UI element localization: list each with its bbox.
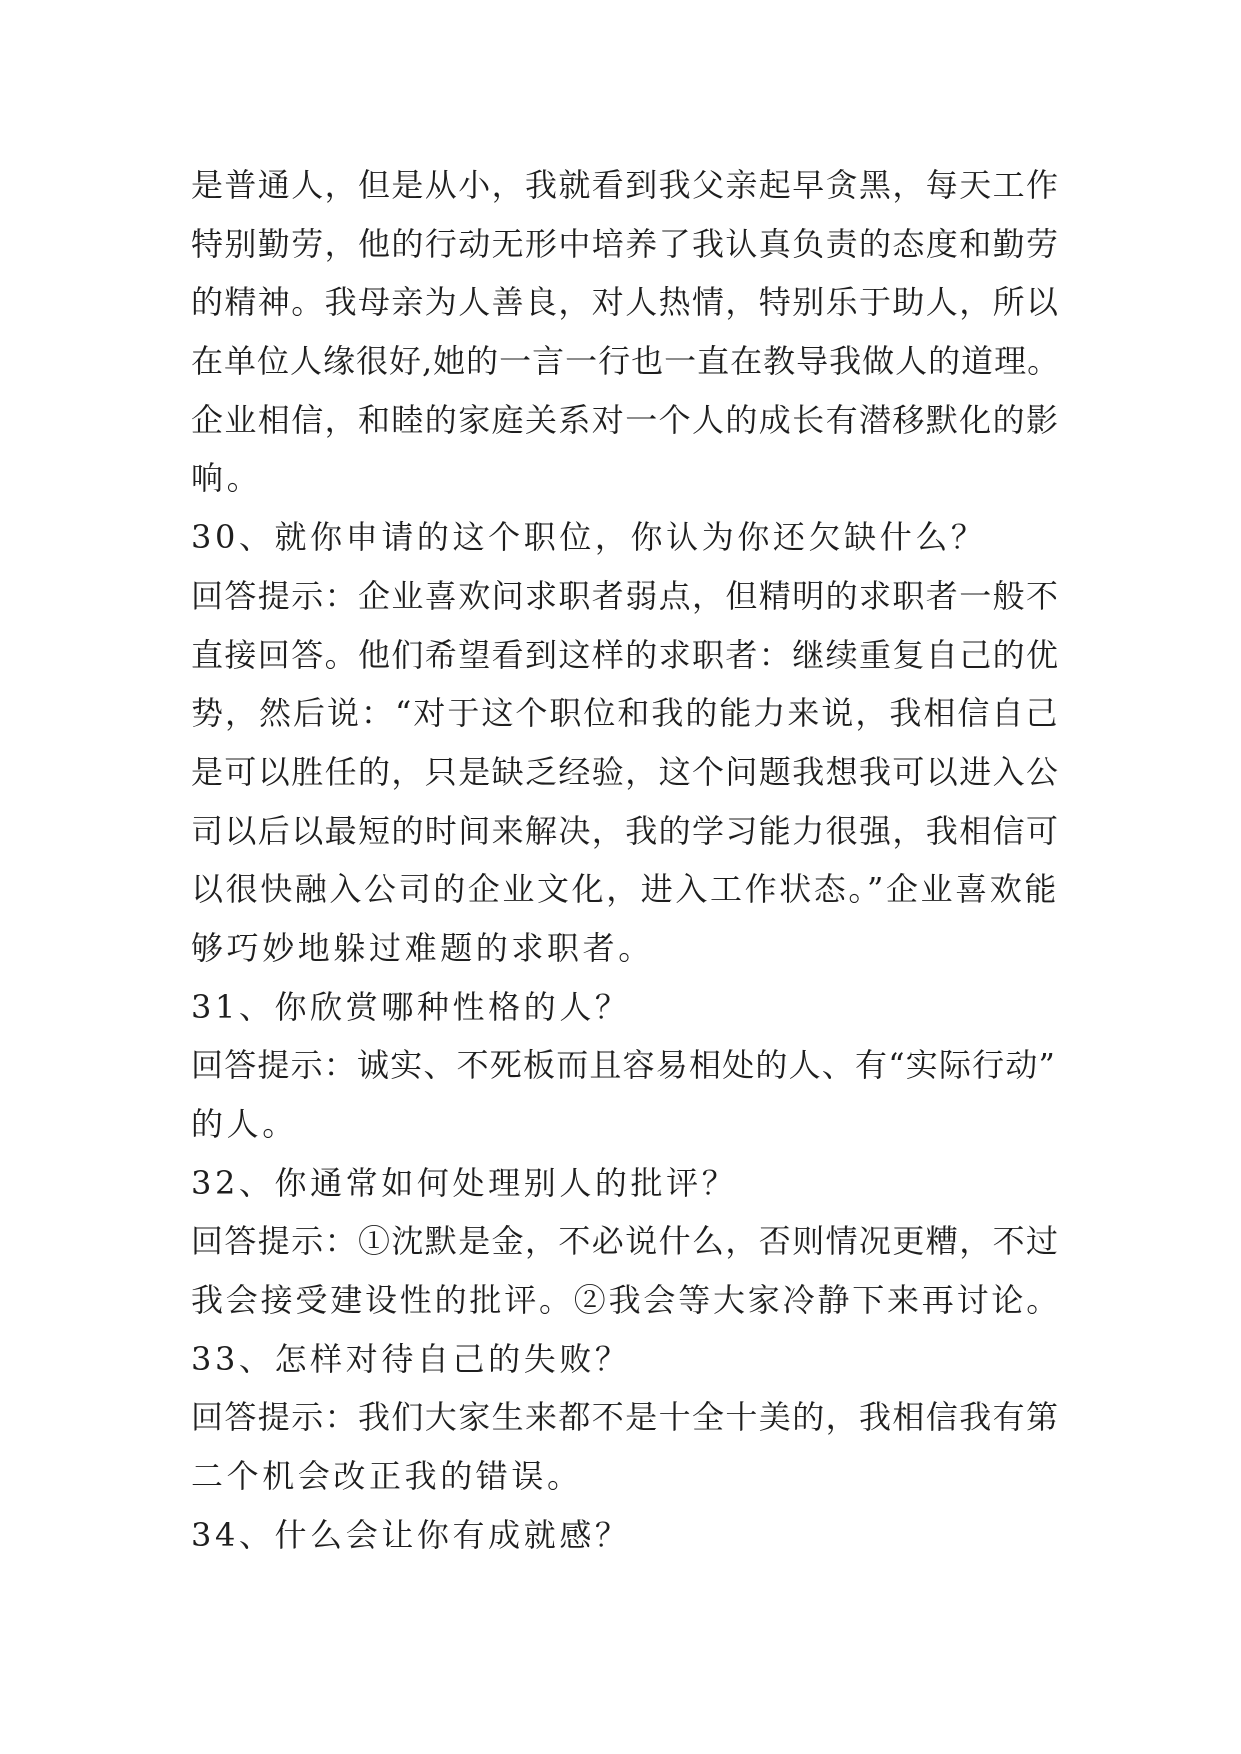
- text-line: 我会接受建设性的批评。②我会等大家冷静下来再讨论。: [191, 1281, 1062, 1320]
- text-line: 以很快融入公司的企业文化，进入工作状态。”企业喜欢能: [191, 870, 1059, 909]
- text-line: 回答提示：我们大家生来都不是十全十美的，我相信我有第: [191, 1398, 1060, 1437]
- question-heading: 33、怎样对待自己的失败？: [191, 1339, 631, 1378]
- text-line: 在单位人缘很好,她的一言一行也一直在教导我做人的道理。: [191, 342, 1061, 381]
- question-heading: 30、就你申请的这个职位，你认为你还欠缺什么？: [191, 518, 987, 557]
- text-line: 企业相信，和睦的家庭关系对一个人的成长有潜移默化的影: [191, 400, 1060, 439]
- text-line: 二个机会改正我的错误。: [191, 1457, 583, 1496]
- question-heading: 34、什么会让你有成就感？: [191, 1515, 631, 1554]
- text-line: 够巧妙地躲过难题的求职者。: [191, 928, 654, 967]
- text-line: 回答提示：企业喜欢问求职者弱点，但精明的求职者一般不: [191, 576, 1060, 615]
- text-line: 司以后以最短的时间来解决，我的学习能力很强，我相信可: [191, 811, 1060, 850]
- text-line: 特别勤劳，他的行动无形中培养了我认真负责的态度和勤劳: [191, 224, 1060, 263]
- text-line: 直接回答。他们希望看到这样的求职者：继续重复自己的优: [191, 635, 1060, 674]
- text-line: 回答提示：①沈默是金，不必说什么，否则情况更糟，不过: [191, 1222, 1060, 1261]
- text-line: 响。: [191, 459, 263, 498]
- text-line: 势，然后说：“对于这个职位和我的能力来说，我相信自己: [191, 694, 1060, 733]
- text-line: 是普通人，但是从小，我就看到我父亲起早贪黑，每天工作: [191, 166, 1060, 204]
- question-heading: 32、你通常如何处理别人的批评？: [191, 1163, 738, 1202]
- question-heading: 31、你欣赏哪种性格的人？: [191, 987, 631, 1026]
- text-line: 的人。: [191, 1105, 298, 1143]
- document-body: [191, 156, 1061, 1565]
- text-line: 的精神。我母亲为人善良，对人热情，特别乐于助人，所以: [191, 283, 1060, 322]
- text-line: 回答提示：诚实、不死板而且容易相处的人、有“实际行动”: [191, 1046, 1057, 1085]
- text-line: 是可以胜任的，只是缺乏经验，这个问题我想我可以进入公: [191, 752, 1060, 791]
